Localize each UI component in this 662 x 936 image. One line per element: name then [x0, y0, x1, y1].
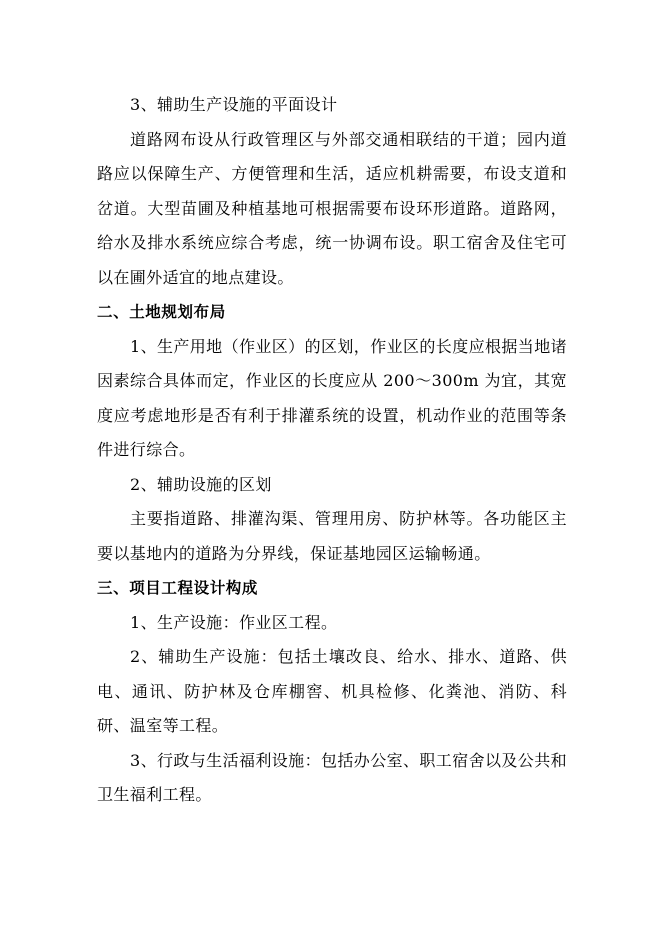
list-item-production-facilities: 1、生产设施：作业区工程。: [130, 612, 338, 632]
paragraph-production-land: 1、生产用地（作业区）的区划，作业区的长度应根据当地诸因素综合具体而定，作业区的长度应从 200～300m 为宜，其宽度应考虑地形是否有利于排灌系统的设置，机动作业的范围等条件进行综合。: [97, 336, 567, 459]
list-item-admin-welfare: 3、行政与生活福利设施：包括办公室、职工宿舍以及公共和卫生福利工程。: [97, 750, 567, 804]
paragraph-auxiliary-zoning: 主要指道路、排灌沟渠、管理用房、防护林等。各功能区主要以基地内的道路为分界线，保证基地园区运输畅通。: [97, 509, 567, 563]
subheading-auxiliary-facilities-layout: 3、辅助生产设施的平面设计: [130, 95, 338, 114]
subheading-auxiliary-zoning: 2、辅助设施的区划: [130, 474, 272, 494]
document-page: [97, 88, 567, 813]
section-heading-project-design: 三、项目工程设计构成: [97, 579, 259, 597]
section-heading-land-planning: 二、土地规划布局: [97, 303, 226, 321]
paragraph-road-network: 道路网布设从行政管理区与外部交通相联结的干道；园内道路应以保障生产、方便管理和生活，适应机耕需要，布设支道和岔道。大型苗圃及种植基地可根据需要布设环形道路。道路网，给水及排水系统应综合考虑，统一协调布设。职工宿舍及住宅可以在圃外适宜的地点建设。: [97, 129, 567, 287]
list-item-auxiliary-production: 2、辅助生产设施：包括土壤改良、给水、排水、道路、供电、通讯、防护林及仓库棚窖、机具检修、化粪池、消防、科研、温室等工程。: [97, 647, 567, 735]
